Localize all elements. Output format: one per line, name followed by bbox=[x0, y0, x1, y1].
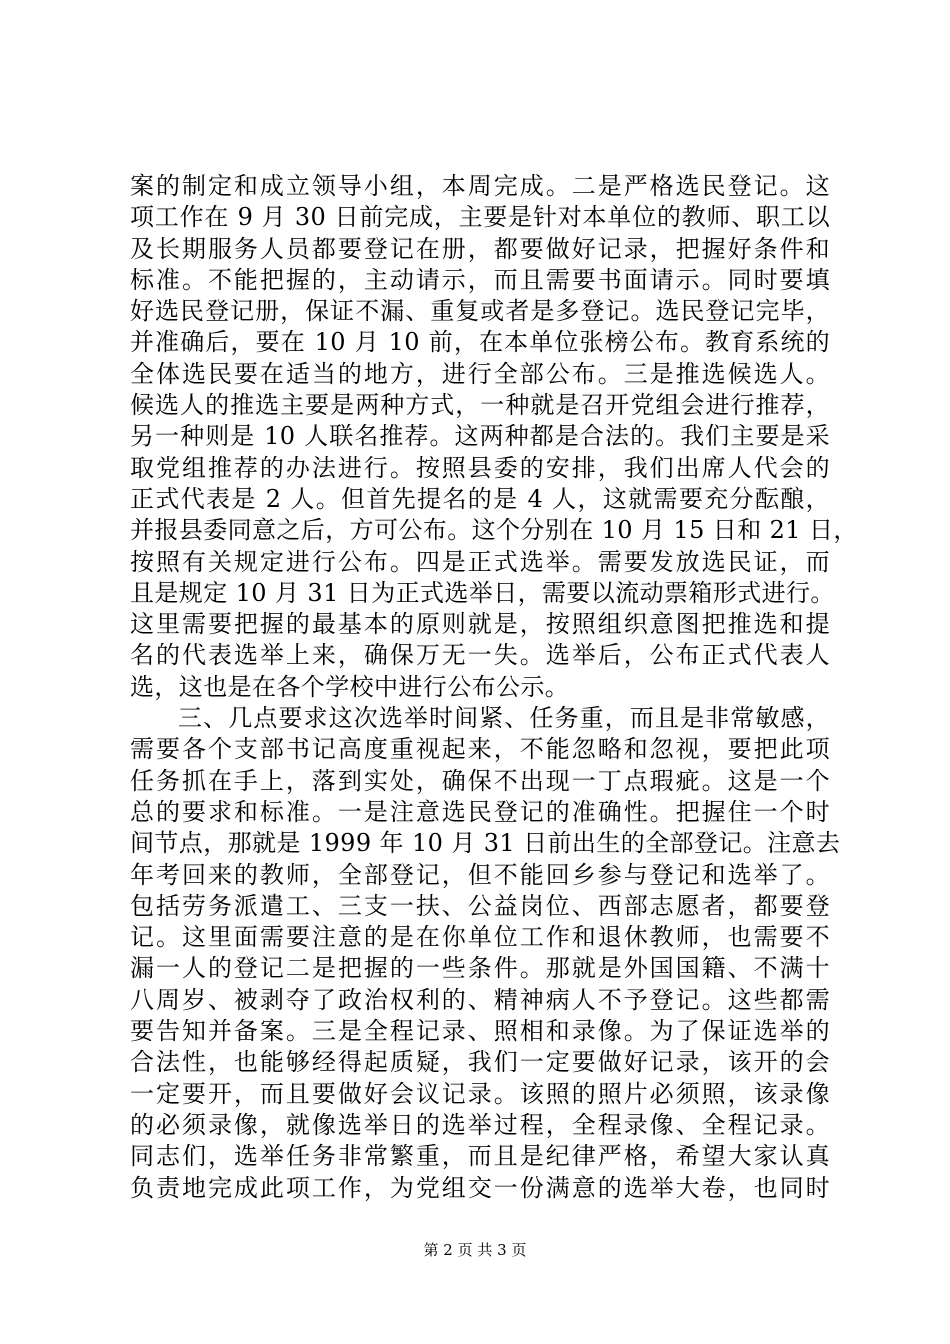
text-line: 标准。不能把握的，主动请示，而且需要书面请示。同时要填 bbox=[130, 265, 830, 294]
text-line: 取党组推荐的办法进行。按照县委的安排，我们出席人代会的 bbox=[130, 453, 830, 482]
text-line: 这里需要把握的最基本的原则就是，按照组织意图把推选和提 bbox=[130, 610, 830, 639]
text-line: 需要各个支部书记高度重视起来，不能忽略和忽视，要把此项 bbox=[130, 735, 830, 764]
text-line: 漏一人的登记二是把握的一些条件。那就是外国国籍、不满十 bbox=[130, 954, 830, 983]
text-line: 记。这里面需要注意的是在你单位工作和退休教师，也需要不 bbox=[130, 923, 830, 952]
section-heading-line: 三、几点要求这次选举时间紧、任务重，而且是非常敏感， bbox=[178, 704, 830, 733]
text-line: 且是规定 10 月 31 日为正式选举日，需要以流动票箱形式进行。 bbox=[130, 578, 835, 607]
text-line: 八周岁、被剥夺了政治权利的、精神病人不予登记。这些都需 bbox=[130, 985, 830, 1014]
text-line: 包括劳务派遣工、三支一扶、公益岗位、西部志愿者，都要登 bbox=[130, 891, 830, 920]
page-footer bbox=[0, 1240, 950, 1260]
text-line: 负责地完成此项工作，为党组交一份满意的选举大卷，也同时 bbox=[130, 1173, 830, 1202]
text-line: 并准确后，要在 10 月 10 前，在本单位张榜公布。教育系统的 bbox=[130, 328, 830, 357]
text-line: 项工作在 9 月 30 日前完成，主要是针对本单位的教师、职工以 bbox=[130, 203, 830, 232]
text-line: 并报县委同意之后，方可公布。这个分别在 10 月 15 日和 21 日， bbox=[130, 516, 858, 545]
text-line: 名的代表选举上来，确保万无一失。选举后，公布正式代表人 bbox=[130, 641, 830, 670]
text-line: 候选人的推选主要是两种方式，一种就是召开党组会进行推荐， bbox=[130, 391, 830, 420]
text-line: 一定要开，而且要做好会议记录。该照的照片必须照，该录像 bbox=[130, 1079, 830, 1108]
text-line: 年考回来的教师，全部登记，但不能回乡参与登记和选举了。 bbox=[130, 860, 830, 889]
text-line: 要告知并备案。三是全程记录、照相和录像。为了保证选举的 bbox=[130, 1017, 830, 1046]
text-line: 按照有关规定进行公布。四是正式选举。需要发放选民证，而 bbox=[130, 547, 830, 576]
text-line: 同志们，选举任务非常繁重，而且是纪律严格，希望大家认真 bbox=[130, 1142, 830, 1171]
text-line: 间节点，那就是 1999 年 10 月 31 日前出生的全部登记。注意去 bbox=[130, 829, 841, 858]
text-line: 案的制定和成立领导小组，本周完成。二是严格选民登记。这 bbox=[130, 172, 830, 200]
page-number: 第 2 页 共 3 页 bbox=[423, 1241, 527, 1259]
text-line: 正式代表是 2 人。但首先提名的是 4 人，这就需要充分酝酿， bbox=[130, 484, 830, 513]
text-line: 及长期服务人员都要登记在册，都要做好记录，把握好条件和 bbox=[130, 234, 830, 263]
text-line: 的必须录像，就像选举日的选举过程，全程录像、全程记录。 bbox=[130, 1110, 830, 1139]
body-text bbox=[130, 171, 858, 1204]
text-line: 任务抓在手上，落到实处，确保不出现一丁点瑕疵。这是一个 bbox=[130, 766, 830, 795]
text-line: 全体选民要在适当的地方，进行全部公布。三是推选候选人。 bbox=[130, 359, 830, 388]
text-line: 好选民登记册，保证不漏、重复或者是多登记。选民登记完毕， bbox=[130, 297, 830, 326]
text-line: 另一种则是 10 人联名推荐。这两种都是合法的。我们主要是采 bbox=[130, 422, 830, 451]
paragraph-last-line: 选，这也是在各个学校中进行公布公示。 bbox=[130, 672, 570, 701]
text-line: 总的要求和标准。一是注意选民登记的准确性。把握住一个时 bbox=[130, 797, 830, 826]
text-line: 合法性，也能够经得起质疑，我们一定要做好记录，该开的会 bbox=[130, 1048, 830, 1077]
